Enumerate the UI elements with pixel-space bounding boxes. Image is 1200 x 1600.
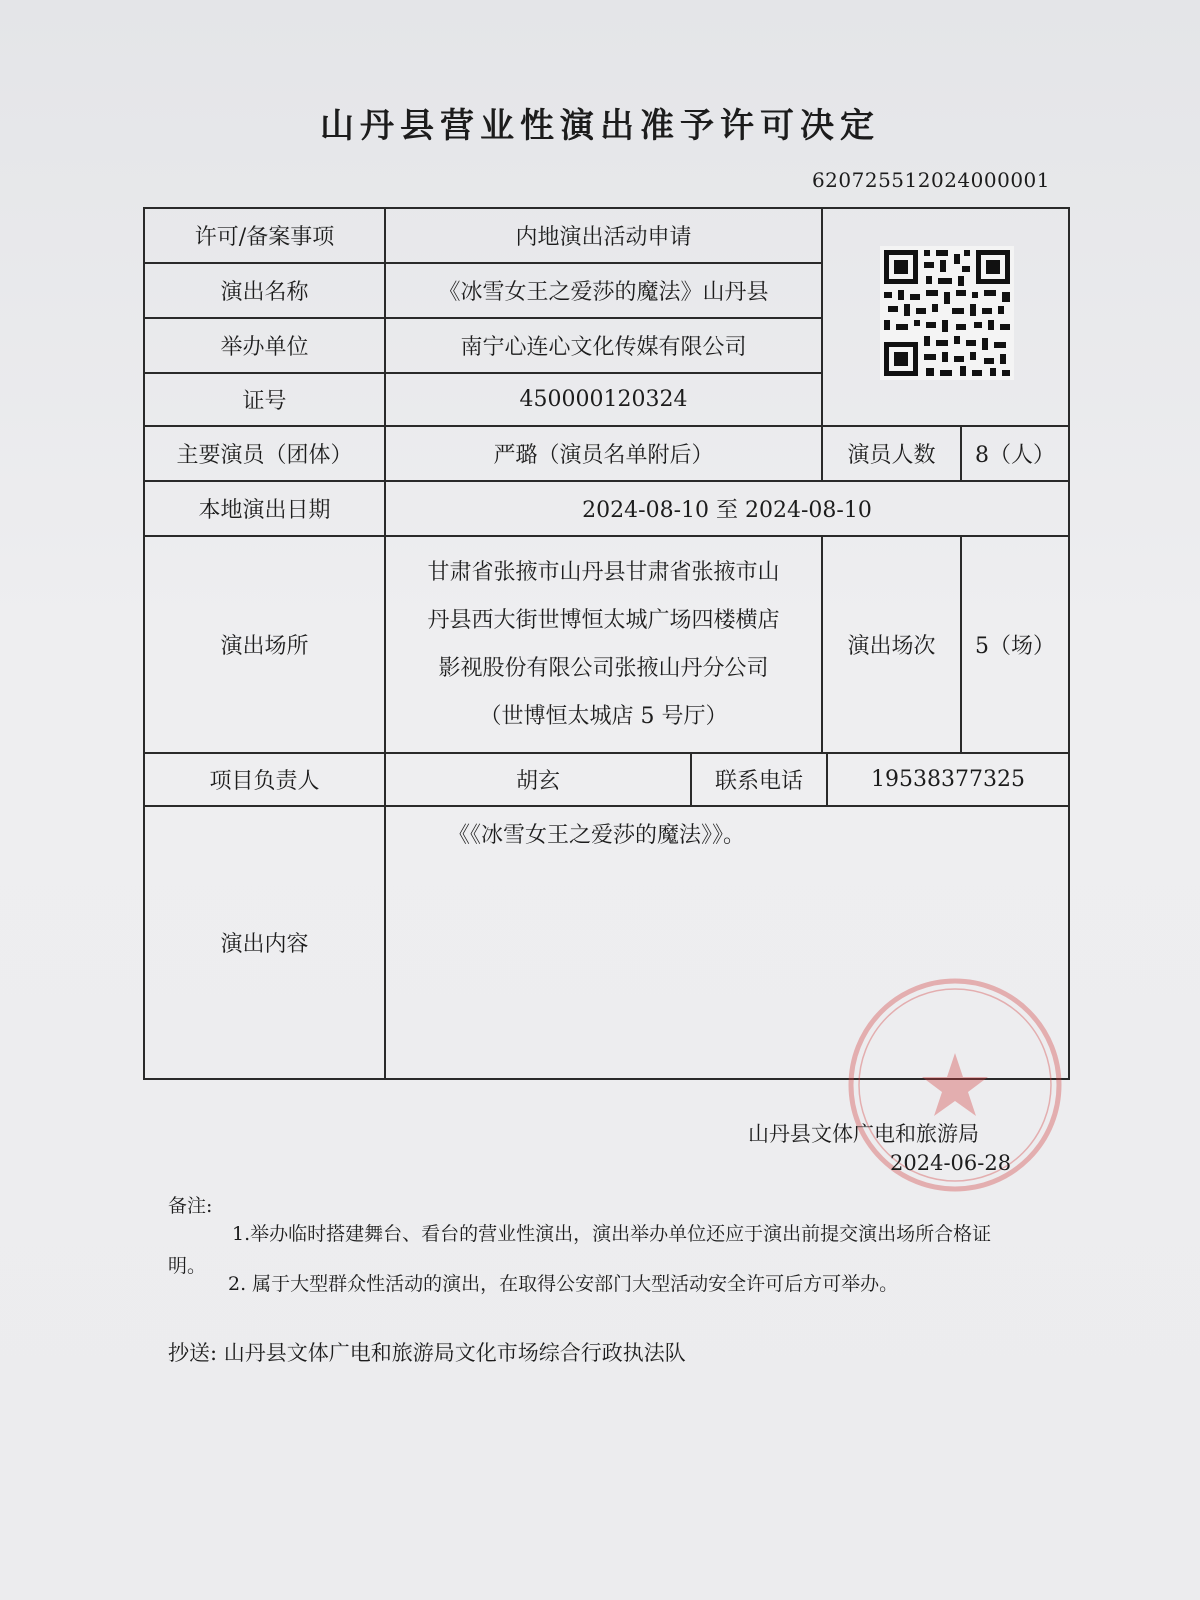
- label-main-performer: 主要演员（团体）: [176, 443, 353, 468]
- label-performance-date: 本地演出日期: [198, 498, 331, 523]
- label-performer-count: 演员人数: [847, 443, 936, 468]
- label-certificate: 证号: [242, 389, 287, 414]
- value-performer-count: 8（人）: [975, 443, 1055, 468]
- qr-code-icon: [880, 246, 1014, 380]
- issue-date: 2024-06-28: [890, 1151, 1012, 1175]
- label-venue: 演出场所: [220, 634, 309, 659]
- value-sessions: 5（场）: [975, 634, 1055, 659]
- venue-line: 甘肃省张掖市山丹县甘肃省张掖市山: [427, 559, 780, 585]
- venue-line: 丹县西大街世博恒太城广场四楼横店: [427, 607, 780, 633]
- value-item: 内地演出活动申请: [515, 225, 692, 250]
- value-performance-content: 《《冰雪女王之爱莎的魔法》》。: [448, 823, 746, 848]
- value-main-performer: 严璐（演员名单附后）: [493, 443, 714, 468]
- value-contact-phone: 19538377325: [871, 767, 1025, 792]
- label-contact-phone: 联系电话: [714, 769, 803, 794]
- label-performance-name: 演出名称: [220, 280, 309, 305]
- value-organizer: 南宁心连心文化传媒有限公司: [460, 335, 747, 360]
- label-performance-content: 演出内容: [220, 932, 309, 957]
- value-performance-name: 《冰雪女王之爱莎的魔法》山丹县: [438, 280, 769, 305]
- value-venue: [386, 537, 821, 752]
- value-project-manager: 胡玄: [515, 769, 560, 794]
- note-item-2: 2. 属于大型群众性活动的演出，在取得公安部门大型活动安全许可后方可举办。: [228, 1273, 899, 1295]
- carbon-copy: 抄送: 山丹县文体广电和旅游局文化市场综合行政执法队: [168, 1341, 686, 1365]
- venue-line: 影视股份有限公司张掖山丹分公司: [438, 655, 769, 681]
- label-project-manager: 项目负责人: [209, 769, 320, 794]
- issuing-authority: 山丹县文体广电和旅游局: [748, 1122, 979, 1146]
- value-certificate: 450000120324: [519, 387, 688, 412]
- label-organizer: 举办单位: [220, 335, 309, 360]
- document-title: 山丹县营业性演出准予许可决定: [320, 106, 880, 146]
- label-sessions: 演出场次: [847, 634, 936, 659]
- note-item-1-continued: 明。: [168, 1255, 207, 1277]
- document-number: 620725512024000001: [811, 168, 1050, 192]
- venue-line: （世博恒太城店 5 号厅）: [479, 703, 728, 729]
- value-performance-date: 2024-08-10 至 2024-08-10: [582, 498, 872, 523]
- label-item: 许可/备案事项: [194, 225, 335, 250]
- notes-heading: 备注:: [168, 1195, 213, 1217]
- note-item-1: 1.举办临时搭建舞台、看台的营业性演出，演出举办单位还应于演出前提交演出场所合格证: [232, 1223, 992, 1245]
